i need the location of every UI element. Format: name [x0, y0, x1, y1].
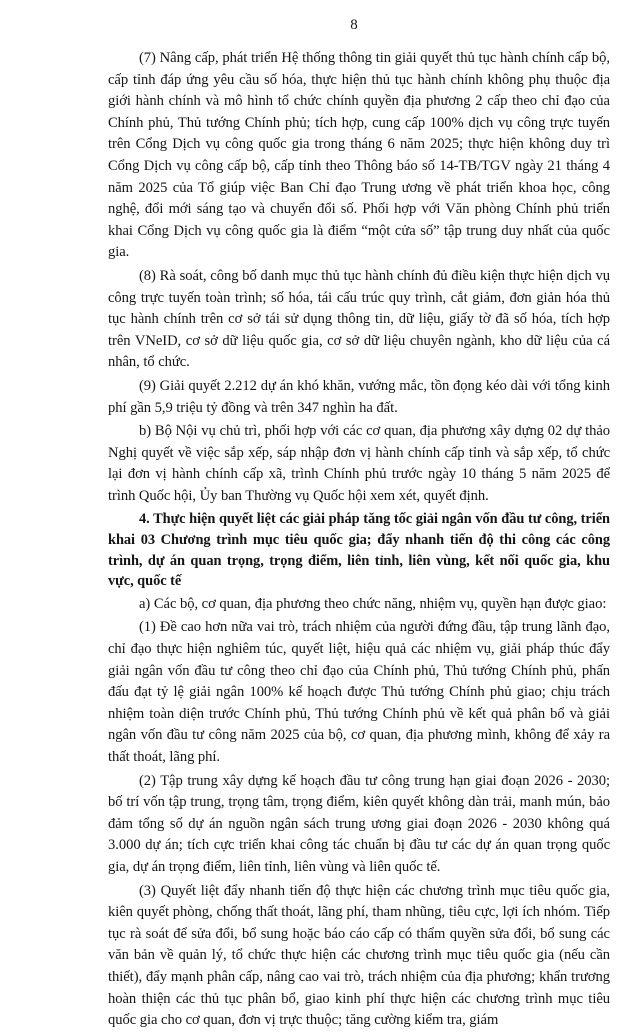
paragraph-a-item-3: (3) Quyết liệt đẩy nhanh tiến độ thực hiện các chương trình mục tiêu quốc gia, kiên quyết phòng, chống thất thoát, lãng phí, tham nhũng, tiêu cực, lợi ích nhóm. Tiếp tục rà soát để sửa đổi, bổ sung hoặc báo cáo cấp có thẩm quyền sửa đổi, bổ sung các văn bản về quản lý, tổ chức thực hiện các chương trình mục tiêu quốc gia (nếu cần thiết), đẩy mạnh phân cấp, nâng cao vai trò, trách nhiệm của địa phương; khẩn trương hoàn thiện các thủ tục phân bổ, giao kinh phí thực hiện các chương trình mục tiêu quốc gia cho cơ quan, đơn vị trực thuộc; tăng cường kiểm tra, giám: [108, 882, 610, 1029]
paragraph-point-b: b) Bộ Nội vụ chủ trì, phối hợp với các cơ quan, địa phương xây dựng 02 dự thảo Nghị quyết về việc sắp xếp, sáp nhập đơn vị hành chính cấp tỉnh và sắp xếp, tổ chức lại đơn vị hành chính cấp xã, trình Chính phủ trước ngày 10 tháng 5 năm 2025 để trình Quốc hội, Ủy ban Thường vụ Quốc hội xem xét, quyết định.: [108, 423, 610, 504]
section-heading-4: 4. Thực hiện quyết liệt các giải pháp tăng tốc giải ngân vốn đầu tư công, triển khai 03 Chương trình mục tiêu quốc gia; đẩy nhanh tiến độ thi công các công trình, dự án quan trọng, trọng điểm, liên tỉnh, liên vùng, kết nối quốc gia, khu vực, quốc tế: [108, 511, 610, 590]
paragraph-item-9: (9) Giải quyết 2.212 dự án khó khăn, vướng mắc, tồn đọng kéo dài với tổng kinh phí gần 5,9 triệu tỷ đồng và trên 347 nghìn ha đất.: [108, 377, 610, 416]
paragraph-a-item-2: (2) Tập trung xây dựng kế hoạch đầu tư công trung hạn giai đoạn 2026 - 2030; bố trí vốn tập trung, trọng tâm, trọng điểm, kiên quyết không dàn trải, manh mún, bảo đảm tổng số dự án nguồn ngân sách trung ương giai đoạn 2026 - 2030 không quá 3.000 dự án; tích cực triển khai công tác chuẩn bị đầu tư các dự án quan trọng quốc gia, dự án trọng điểm, liên tỉnh, liên vùng và liên quốc tế.: [108, 772, 610, 875]
paragraph-a-item-1: (1) Đề cao hơn nữa vai trò, trách nhiệm của người đứng đầu, tập trung lãnh đạo, chỉ đạo thực hiện nghiêm túc, quyết liệt, hiệu quả các nhiệm vụ, giải pháp thúc đẩy giải ngân vốn đầu tư công theo chỉ đạo của Chính phủ, Thủ tướng Chính phủ, phấn đấu đạt tỷ lệ giải ngân 100% kế hoạch được Thủ tướng Chính phủ giao; chịu trách nhiệm toàn diện trước Chính phủ, Thủ tướng Chính phủ về kết quả phân bổ và giải ngân vốn đầu tư công năm 2025 của bộ, cơ quan, địa phương mình, không để xảy ra thất thoát, lãng phí.: [108, 619, 610, 765]
page-number: 8: [350, 17, 358, 33]
paragraph-item-7: (7) Nâng cấp, phát triển Hệ thống thông tin giải quyết thủ tục hành chính cấp bộ, cấp tỉnh đáp ứng yêu cầu số hóa, thực hiện thủ tục hành chính không phụ thuộc địa giới hành chính và mô hình tổ chức chính quyền địa phương 2 cấp theo chỉ đạo của Chính phủ, Thủ tướng Chính phủ; tích hợp, cung cấp 100% dịch vụ công trực tuyến trên Cổng Dịch vụ công quốc gia trong tháng 6 năm 2025; thực hiện không duy trì Cổng Dịch vụ công cấp bộ, cấp tỉnh theo Thông báo số 14-TB/TGV ngày 21 tháng 4 năm 2025 của Tổ giúp việc Ban Chỉ đạo Trung ương về phát triển khoa học, công nghệ, đổi mới sáng tạo và chuyển đổi số. Phối hợp với Văn phòng Chính phủ triển khai Cổng Dịch vụ công quốc gia là điểm “một cửa số” tập trung duy nhất của quốc gia.: [108, 50, 610, 261]
paragraph-point-a: a) Các bộ, cơ quan, địa phương theo chức năng, nhiệm vụ, quyền hạn được giao:: [139, 595, 607, 612]
paragraph-item-8: (8) Rà soát, công bố danh mục thủ tục hành chính đủ điều kiện thực hiện dịch vụ công trực tuyến toàn trình; số hóa, tái cấu trúc quy trình, cắt giảm, đơn giản hóa thủ tục hành chính trên cơ sở tái sử dụng thông tin, dữ liệu, giấy tờ đã số hóa, tích hợp trên VNeID, cơ sở dữ liệu quốc gia, cơ sở dữ liệu chuyên ngành, kho dữ liệu của cá nhân, tổ chức.: [108, 267, 610, 371]
